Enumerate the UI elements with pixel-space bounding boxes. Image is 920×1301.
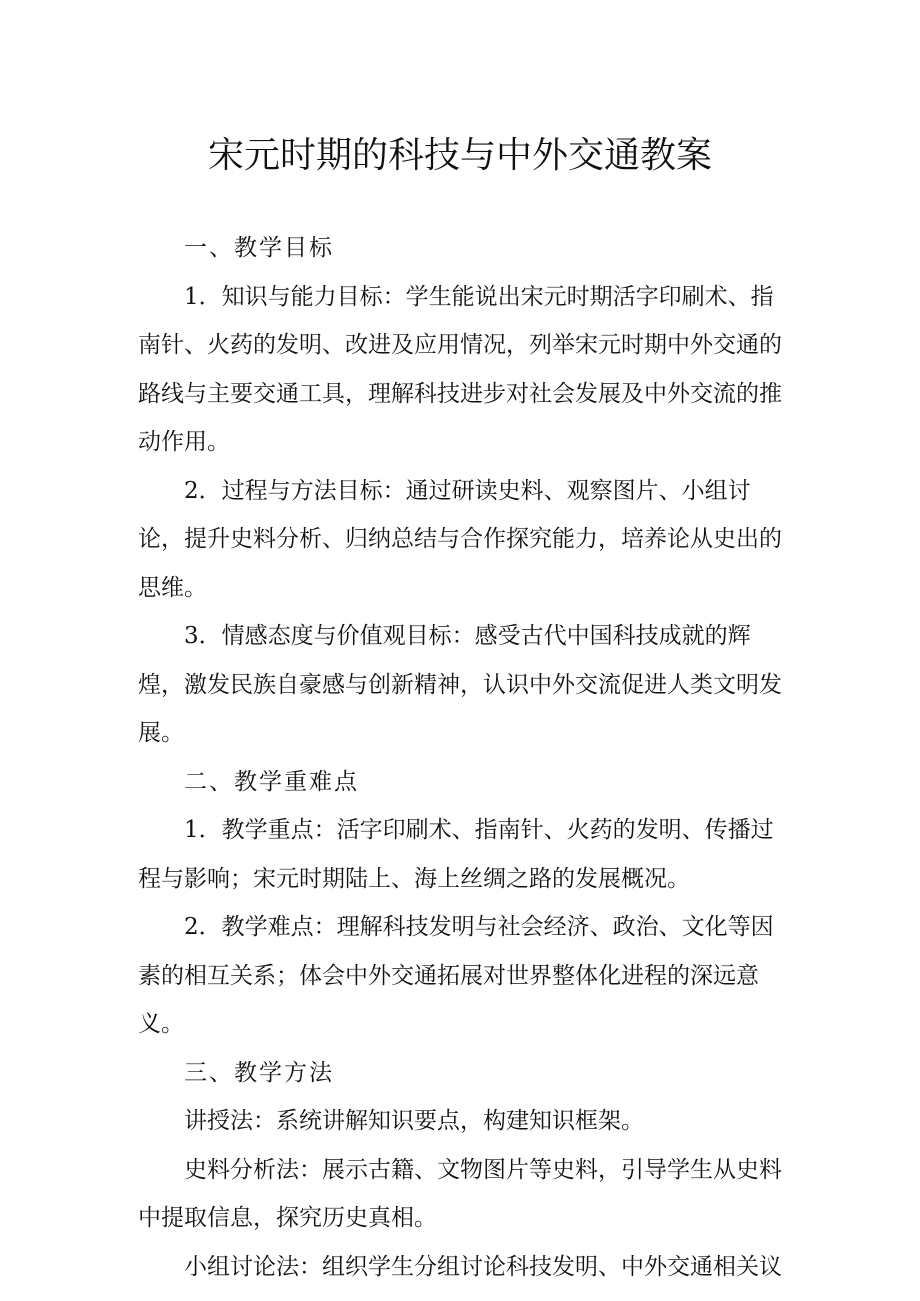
paragraph-key-point: 1．教学重点：活字印刷术、指南针、火药的发明、传播过程与影响；宋元时期陆上、海上丝绸之路的发展概况。: [138, 817, 774, 892]
document-title: 宋元时期的科技与中外交通教案: [207, 135, 712, 176]
section-heading-key-points: 二、教学重难点: [184, 768, 359, 795]
paragraph-source-analysis-method: 史料分析法：展示古籍、文物图片等史料，引导学生从史料中提取信息，探究历史真相。: [138, 1156, 782, 1231]
paragraph-knowledge-goal: 1．知识与能力目标：学生能说出宋元时期活字印刷术、指南针、火药的发明、改进及应用情况，列举宋元时期中外交通的路线与主要交通工具，理解科技进步对社会发展及中外交流的推动作用。: [138, 283, 782, 455]
section-heading-methods: 三、教学方法: [184, 1059, 334, 1086]
paragraph-group-discussion-method: 小组讨论法：组织学生分组讨论科技发明、中外交通相关议: [184, 1253, 782, 1280]
paragraph-difficulty: 2．教学难点：理解科技发明与社会经济、政治、文化等因素的相互关系；体会中外交通拓展对世界整体化进程的深远意义。: [138, 914, 774, 1037]
document-body: [138, 224, 790, 1291]
paragraph-process-goal: 2．过程与方法目标：通过研读史料、观察图片、小组讨论，提升史料分析、归纳总结与合作探究能力，培养论从史出的思维。: [138, 477, 782, 601]
paragraph-emotion-goal: 3．情感态度与价值观目标：感受古代中国科技成就的辉煌，激发民族自豪感与创新精神，认识中外交流促进人类文明发展。: [138, 623, 782, 746]
paragraph-lecture-method: 讲授法：系统讲解知识要点，构建知识框架。: [184, 1108, 644, 1134]
section-heading-objectives: 一、教学目标: [184, 235, 334, 261]
